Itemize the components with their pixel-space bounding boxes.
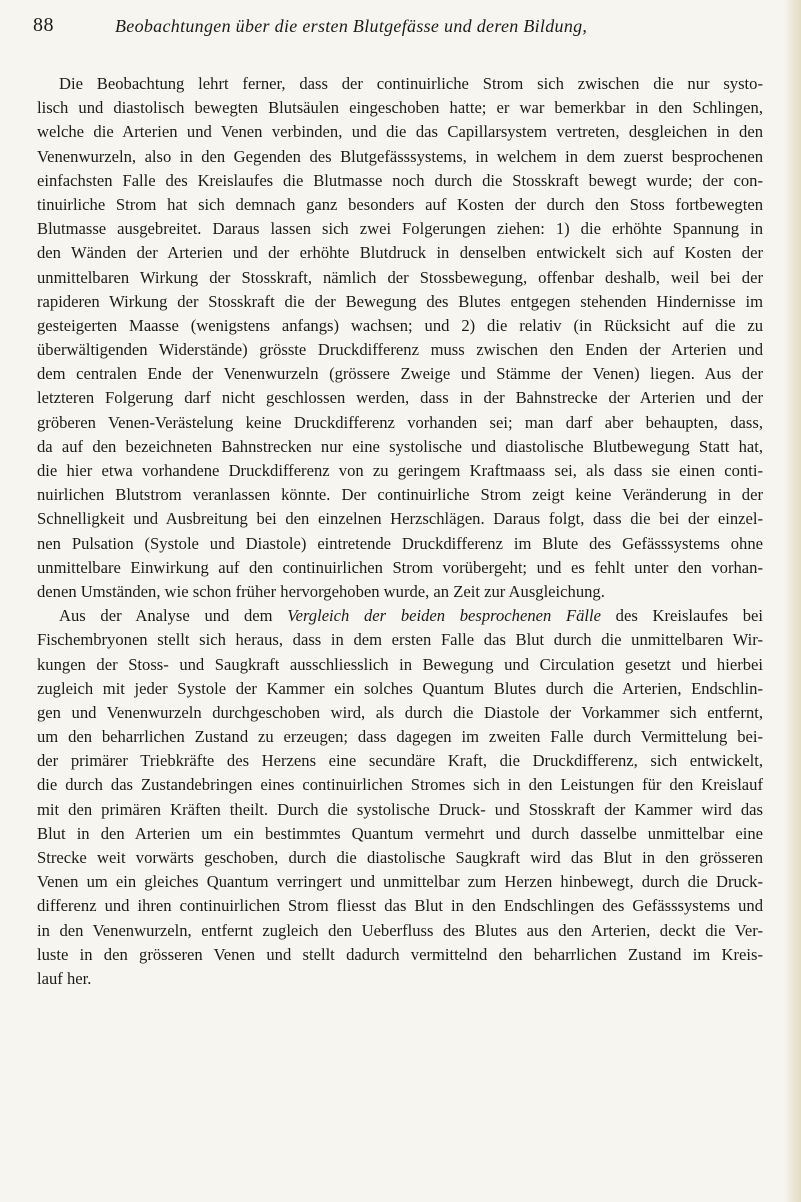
text-line: luste in den grösseren Venen und stellt dadurch vermittelnd den beharrlichen Zustand im Kreis- [37,944,763,964]
text-line: lisch und diastolisch bewegten Blutsäulen eingeschoben hatte; er war bemerkbar in den Schlingen, [37,98,763,118]
text-line: Fischembryonen stellt sich heraus, dass in dem ersten Falle das Blut durch die unmittelbaren Wir- [37,630,763,650]
text-line: welche die Arterien und Venen verbinden, und die das Capillarsystem vertreten, desgleichen in den [37,122,763,142]
text-line: unmittelbaren Wirkung der Stosskraft, nämlich der Stossbewegung, offenbar deshalb, weil bei der [37,267,763,287]
body-text [37,72,763,991]
text-run: Aus der Analyse und dem [59,606,288,626]
text-line: Blutmasse ausgebreitet. Daraus lassen sich zwei Folgerungen ziehen: 1) die erhöhte Spannung in [37,219,763,239]
text-line: letzteren Folgerung darf nicht geschlossen werden, dass in der Bahnstrecke der Arterien und der [37,388,763,408]
text-line: denen Umständen, wie schon früher hervorgehoben wurde, an Zeit zur Ausgleichung. [37,581,605,601]
paragraph [37,72,763,604]
text-line: gesteigerten Maasse (wenigstens anfangs) wachsen; und 2) die relativ (in Rücksicht auf die zu [37,315,763,335]
text-line: gröberen Venen-Verästelung keine Druckdifferenz vorhanden sei; man darf aber behaupten, dass, [37,412,763,432]
text-line: gen und Venenwurzeln durchgeschoben wird, als durch die Diastole der Vorkammer sich entfernt, [37,702,763,722]
text-line: tinuirliche Strom hat sich demnach ganz besonders auf Kosten der durch den Stoss fortbewegten [37,194,763,214]
text-line: dem centralen Ende der Venenwurzeln (grössere Zweige und Stämme der Venen) liegen. Aus der [37,364,763,384]
page-header [33,14,763,42]
text-line: Venenwurzeln, also in den Gegenden des Blutgefässsystems, in welchem in dem zuerst besprochenen [37,146,763,166]
text-line: unmittelbare Einwirkung auf den continuirlichen Strom vorübergeht; und es fehlt unter den vorhan- [37,557,763,577]
text-run: des Kreislaufes bei [600,606,763,626]
text-line: zugleich mit jeder Systole der Kammer ein solches Quantum Blutes durch die Arterien, Endschlin- [37,678,763,698]
text-line [37,604,763,628]
paragraph [37,604,763,991]
text-line: Venen um ein gleiches Quantum verringert und unmittelbar zum Herzen hinbewegt, durch die Druck- [37,872,763,892]
text-line: die hier etwa vorhandene Druckdifferenz von zu geringem Kraftmaass sei, als dass sie einen conti- [37,461,763,480]
text-line: Strecke weit vorwärts geschoben, durch die diastolische Saugkraft wird das Blut in den grösseren [37,848,763,867]
text-line: Die Beobachtung lehrt ferner, dass der continuirliche Strom sich zwischen die nur systo- [59,74,763,93]
text-line: überwältigenden Widerstände) grösste Druckdifferenz muss zwischen den Enden der Arterien und [37,340,763,360]
text-line: nuirlichen Blutstrom veranlassen könnte. Der continuirliche Strom zeigt keine Veränderung in der [37,485,763,505]
text-line: kungen der Stoss- und Saugkraft ausschliesslich in Bewegung und Circulation gesetzt und hierbei [37,654,763,674]
text-line: rapideren Wirkung der Stosskraft die der Bewegung des Blutes entgegen stehenden Hindernisse im [37,291,763,311]
text-line: die durch das Zustandebringen eines continuirlichen Stromes sich in den Leistungen für den Kreislauf [37,775,763,795]
text-line: in den Venenwurzeln, entfernt zugleich den Ueberfluss des Blutes aus den Arterien, deckt die Ver- [37,920,763,940]
emphasis-text: Vergleich der beiden besprochenen Fälle [287,606,601,626]
text-line: mit den primären Kräften theilt. Durch die systolische Druck- und Stosskraft der Kammer wird das [37,799,763,819]
running-title: Beobachtungen über die ersten Blutgefässe und deren Bildung, [115,16,588,36]
text-line: nen Pulsation (Systole und Diastole) eintretende Druckdifferenz im Blute des Gefässsystems ohne [37,533,763,553]
page-number: 88 [33,14,54,36]
page-edge-shading [783,0,801,1202]
text-line: Schnelligkeit und Ausbreitung bei den einzelnen Herzschlägen. Daraus folgt, dass die bei der einzel- [37,509,763,529]
text-line: differenz und ihren continuirlichen Strom fliesst das Blut in den Endschlingen des Gefässsystems und [37,896,763,916]
text-line: einfachsten Falle des Kreislaufes die Blutmasse noch durch die Stosskraft bewegt wurde; der con- [37,170,763,190]
text-line: der primärer Triebkräfte des Herzens eine secundäre Kraft, die Druckdifferenz, sich entwickelt, [37,751,763,771]
text-line: den Wänden der Arterien und der erhöhte Blutdruck in denselben entwickelt sich auf Kosten der [37,243,763,263]
text-line: da auf den bezeichneten Bahnstrecken nur eine systolische und diastolische Blutbewegung Statt hat, [37,436,763,456]
text-line: um den beharrlichen Zustand zu erzeugen; dass dagegen im zweiten Falle durch Vermittelung bei- [37,727,763,747]
text-line: Blut in den Arterien um ein bestimmtes Quantum vermehrt und durch dasselbe unmittelbar eine [37,823,763,843]
text-line: lauf her. [37,968,92,988]
